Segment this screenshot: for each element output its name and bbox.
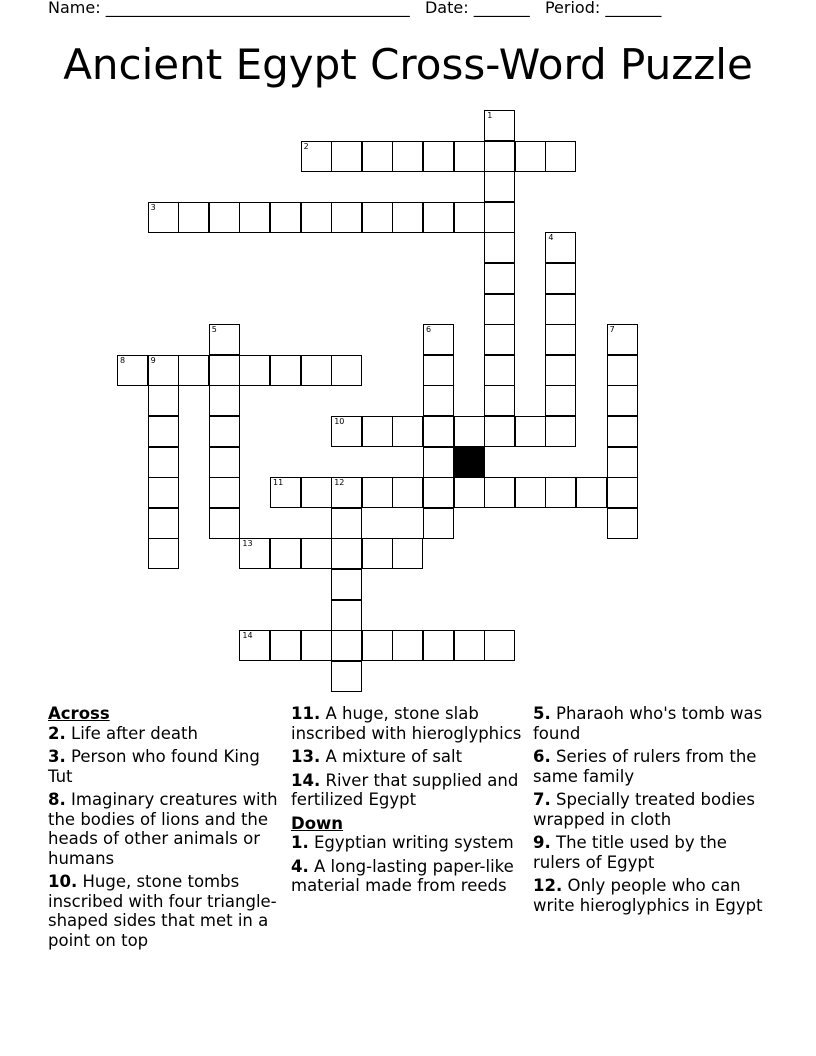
grid-cell[interactable] [576, 477, 607, 508]
grid-cell[interactable] [484, 324, 515, 355]
grid-cell[interactable] [270, 202, 301, 233]
period-label: Period: [544, 0, 601, 17]
clue-number: 14 [242, 631, 253, 641]
down-heading: Down [291, 813, 344, 833]
grid-cell[interactable] [515, 141, 546, 172]
grid-cell[interactable] [362, 477, 393, 508]
grid-cell[interactable] [209, 447, 240, 478]
clue-number: 3 [150, 202, 156, 212]
grid-cell[interactable] [423, 447, 454, 478]
grid-cell[interactable] [301, 141, 332, 172]
grid-cell[interactable] [484, 477, 515, 508]
grid-cell[interactable] [270, 630, 301, 661]
grid-cell[interactable] [239, 355, 270, 386]
clue-across-8: 8. Imaginary creatures with the bodies of lions and the heads of other animals or humans [48, 790, 278, 868]
clue-down-9: 9. The title used by the rulers of Egypt [533, 833, 727, 872]
grid-cell[interactable] [392, 416, 423, 447]
clue-column-2 [291, 704, 527, 900]
grid-cell[interactable] [607, 355, 638, 386]
grid-cell[interactable] [545, 141, 576, 172]
grid-cell[interactable] [301, 538, 332, 569]
grid-cell[interactable] [484, 294, 515, 325]
grid-cell[interactable] [117, 355, 148, 386]
grid-cell[interactable] [607, 324, 638, 355]
grid-cell[interactable] [331, 202, 362, 233]
grid-cell[interactable] [545, 263, 576, 294]
clue-number: 11 [273, 478, 284, 488]
clue-down-7: 7. Specially treated bodies wrapped in cloth [533, 790, 755, 829]
clue-number: 10 [334, 417, 345, 426]
grid-cell[interactable] [331, 416, 362, 447]
clue-across-10: 10. Huge, stone tombs inscribed with four triangle-shaped sides that met in a point on top [48, 872, 277, 950]
clue-down-1: 1. Egyptian writing system [291, 833, 514, 852]
grid-cell[interactable] [484, 630, 515, 661]
name-blank[interactable]: ______________________________________ [105, 0, 410, 17]
across-heading: Across [48, 704, 110, 723]
grid-cell[interactable] [209, 416, 240, 447]
grid-cell[interactable] [392, 202, 423, 233]
grid-cell[interactable] [423, 355, 454, 386]
grid-cell[interactable] [392, 141, 423, 172]
clue-number: 6 [426, 325, 432, 335]
grid-cell[interactable] [484, 110, 515, 141]
clue-column-1 [48, 704, 284, 954]
grid-cell[interactable] [331, 508, 362, 539]
grid-cell[interactable] [484, 171, 515, 202]
clue-number: 13 [242, 539, 253, 549]
grid-cell[interactable] [301, 477, 332, 508]
grid-cell[interactable] [392, 538, 423, 569]
grid-cell[interactable] [362, 141, 393, 172]
grid-cell[interactable] [392, 630, 423, 661]
clue-number: 4 [548, 233, 554, 243]
grid-cell[interactable] [148, 385, 179, 416]
grid-cell[interactable] [270, 538, 301, 569]
grid-cell[interactable] [423, 477, 454, 508]
grid-cell[interactable] [423, 508, 454, 539]
period-blank[interactable]: _______ [605, 0, 662, 17]
grid-cell[interactable] [239, 630, 270, 661]
grid-cell[interactable] [545, 294, 576, 325]
grid-cell[interactable] [362, 538, 393, 569]
grid-cell[interactable] [331, 630, 362, 661]
grid-cell[interactable] [423, 385, 454, 416]
grid-cell[interactable] [515, 477, 546, 508]
clue-across-3: 3. Person who found King Tut [48, 747, 260, 786]
grid-cell[interactable] [484, 355, 515, 386]
grid-cell[interactable] [454, 630, 485, 661]
grid-cell[interactable] [239, 202, 270, 233]
grid-cell[interactable] [607, 508, 638, 539]
grid-cell[interactable] [607, 416, 638, 447]
clue-across-11: 11. A huge, stone slab inscribed with hieroglyphics [291, 704, 522, 743]
grid-cell[interactable] [484, 385, 515, 416]
clue-number: 7 [609, 325, 615, 335]
grid-cell[interactable] [484, 232, 515, 263]
grid-cell[interactable] [484, 202, 515, 233]
grid-cell[interactable] [454, 416, 485, 447]
grid-cell[interactable] [148, 355, 179, 386]
date-blank[interactable]: _______ [473, 0, 530, 17]
clue-number: 8 [120, 355, 126, 365]
grid-cell[interactable] [392, 477, 423, 508]
grid-cell[interactable] [178, 202, 209, 233]
grid-cell[interactable] [423, 324, 454, 355]
grid-cell[interactable] [423, 630, 454, 661]
grid-cell[interactable] [484, 263, 515, 294]
grid-cell[interactable] [270, 355, 301, 386]
grid-cell[interactable] [331, 355, 362, 386]
grid-cell[interactable] [362, 202, 393, 233]
clue-down-12: 12. Only people who can write hieroglyphics in Egypt [533, 876, 763, 915]
grid-cell[interactable] [148, 447, 179, 478]
grid-cell[interactable] [209, 202, 240, 233]
clue-number: 5 [211, 325, 217, 335]
grid-cell[interactable] [331, 569, 362, 600]
grid-cell[interactable] [148, 508, 179, 539]
clue-number: 9 [150, 355, 156, 365]
grid-cell[interactable] [270, 477, 301, 508]
grid-cell[interactable] [362, 416, 393, 447]
grid-cell[interactable] [148, 538, 179, 569]
grid-cell[interactable] [148, 477, 179, 508]
grid-cell[interactable] [423, 202, 454, 233]
name-label: Name: [48, 0, 101, 17]
grid-cell[interactable] [331, 141, 362, 172]
black-square [454, 447, 485, 478]
grid-cell[interactable] [239, 538, 270, 569]
grid-cell[interactable] [148, 202, 179, 233]
grid-cell[interactable] [545, 232, 576, 263]
grid-cell[interactable] [301, 355, 332, 386]
clue-number: 2 [303, 141, 309, 151]
grid-cell[interactable] [454, 477, 485, 508]
grid-cell[interactable] [209, 477, 240, 508]
page-title: Ancient Egypt Cross-Word Puzzle [63, 40, 753, 89]
clue-across-14: 14. River that supplied and fertilized Egypt [291, 770, 519, 809]
grid-cell[interactable] [331, 477, 362, 508]
grid-cell[interactable] [209, 508, 240, 539]
date-label: Date: [424, 0, 469, 17]
grid-cell[interactable] [607, 477, 638, 508]
grid-cell[interactable] [545, 324, 576, 355]
clue-down-6: 6. Series of rulers from the same family [533, 747, 757, 786]
grid-cell[interactable] [209, 324, 240, 355]
grid-cell[interactable] [178, 355, 209, 386]
grid-cell[interactable] [362, 630, 393, 661]
clue-number: 12 [334, 478, 345, 488]
grid-cell[interactable] [209, 385, 240, 416]
grid-cell[interactable] [301, 630, 332, 661]
clue-number: 1 [487, 111, 493, 120]
grid-cell[interactable] [545, 416, 576, 447]
clue-down-5: 5. Pharaoh who's tomb was found [533, 704, 763, 743]
grid-cell[interactable] [545, 385, 576, 416]
grid-cell[interactable] [607, 385, 638, 416]
grid-cell[interactable] [331, 538, 362, 569]
grid-cell[interactable] [545, 355, 576, 386]
grid-cell[interactable] [454, 141, 485, 172]
grid-cell[interactable] [454, 202, 485, 233]
grid-cell[interactable] [607, 447, 638, 478]
grid-cell[interactable] [423, 141, 454, 172]
grid-cell[interactable] [331, 600, 362, 631]
grid-cell[interactable] [515, 416, 546, 447]
grid-cell[interactable] [148, 416, 179, 447]
grid-cell[interactable] [484, 141, 515, 172]
grid-cell[interactable] [545, 477, 576, 508]
clue-column-3 [533, 704, 769, 919]
grid-cell[interactable] [331, 661, 362, 692]
grid-cell[interactable] [423, 416, 454, 447]
grid-cell[interactable] [209, 355, 240, 386]
grid-cell[interactable] [301, 202, 332, 233]
clue-down-4: 4. A long-lasting paper-like material made from reeds [291, 856, 514, 895]
clue-across-2: 2. Life after death [48, 723, 198, 743]
clue-across-13: 13. A mixture of salt [291, 747, 463, 766]
grid-cell[interactable] [484, 416, 515, 447]
